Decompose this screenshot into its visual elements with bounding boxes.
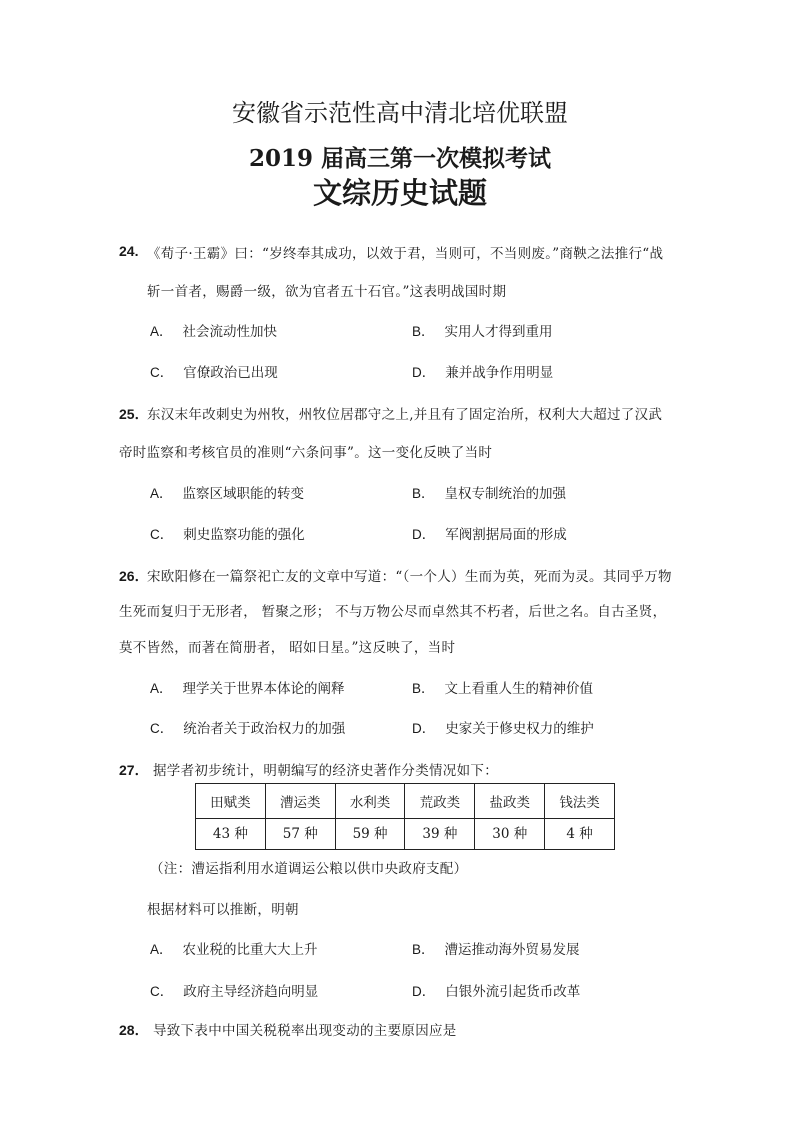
option-letter: A．: [150, 486, 173, 501]
option-text: 军阀割据局面的形成: [445, 527, 567, 543]
question-27-number: 27．: [119, 762, 149, 778]
question-26-text-line1: 宋欧阳修在一篇祭祀亡友的文章中写道：“（一个人）生而为英，死而为灵。其同乎万物: [147, 569, 672, 585]
question-25-option-c[interactable]: [150, 523, 305, 543]
option-text: 刺史监察功能的强化: [183, 527, 305, 543]
question-27-option-b[interactable]: [412, 938, 580, 958]
table-cell: 59 种: [335, 819, 405, 850]
exam-session-title: 2019 届高三第一次模拟考试: [248, 145, 552, 172]
option-text: 官僚政治已出现: [183, 365, 278, 381]
table-header-cell: 田赋类: [196, 784, 266, 819]
question-25-option-b[interactable]: [412, 482, 566, 502]
question-26-text-line3: 莫不皆然，而著在简册者， 昭如日星。”这反映了，当时: [119, 640, 456, 656]
question-24-option-a[interactable]: [150, 320, 277, 340]
question-25-option-a[interactable]: [150, 482, 304, 502]
option-letter: C．: [150, 365, 174, 380]
question-25-text-line1: 东汉末年改刺史为州牧，州牧位居郡守之上,并且有了固定治所，权利大大超过了汉武: [147, 407, 663, 423]
table-header-cell: 荒政类: [405, 784, 475, 819]
exam-alliance-title: 安徽省示范性高中清北培优联盟: [232, 99, 568, 127]
book-category-table: [195, 783, 615, 850]
option-letter: C．: [150, 984, 174, 999]
question-26-option-a[interactable]: [150, 677, 345, 697]
question-24-option-d[interactable]: [412, 361, 553, 381]
exam-subject-title: 文综历史试题: [312, 176, 487, 210]
book-category-table-wrapper: [195, 783, 617, 850]
question-25-text-line2: 帝时监察和考核官员的准则“六条问事”。这一变化反映了当时: [119, 445, 493, 461]
question-28-text-line1: 导致下表中中国关税税率出现变动的主要原因应是: [153, 1023, 457, 1039]
table-header-cell: 钱法类: [545, 784, 615, 819]
option-text: 实用人才得到重用: [444, 324, 553, 340]
question-27-option-a[interactable]: [150, 938, 318, 958]
option-text: 农业税的比重大大上升: [182, 942, 318, 958]
question-25-number: 25．: [119, 406, 149, 422]
question-27-text-line1: 据学者初步统计，明朝编写的经济史著作分类情况如下：: [153, 763, 498, 779]
table-header-cell: 漕运类: [265, 784, 335, 819]
question-25-option-d[interactable]: [412, 523, 567, 543]
option-letter: D．: [412, 721, 436, 736]
option-letter: C．: [150, 527, 174, 542]
option-letter: B．: [412, 681, 435, 696]
option-text: 统治者关于政治权力的加强: [183, 721, 346, 737]
option-text: 史家关于修史权力的维护: [445, 721, 594, 737]
option-text: 兼并战争作用明显: [445, 365, 554, 381]
option-letter: A．: [150, 324, 173, 339]
option-letter: C．: [150, 721, 174, 736]
question-24-option-c[interactable]: [150, 361, 278, 381]
option-letter: D．: [412, 527, 436, 542]
option-letter: A．: [150, 942, 173, 957]
table-header-cell: 水利类: [335, 784, 405, 819]
question-26-option-c[interactable]: [150, 717, 345, 737]
question-28-number: 28．: [119, 1022, 149, 1038]
option-text: 漕运推动海外贸易发展: [444, 942, 580, 958]
option-text: 政府主导经济趋向明显: [183, 984, 319, 1000]
question-27-option-c[interactable]: [150, 980, 318, 1000]
question-24-number: 24.: [119, 243, 139, 259]
table-cell: 43 种: [196, 819, 266, 850]
table-row: [196, 819, 615, 850]
question-26-option-b[interactable]: [412, 677, 593, 697]
option-letter: B．: [412, 486, 435, 501]
option-text: 皇权专制统治的加强: [444, 486, 567, 502]
option-text: 监察区域职能的转变: [182, 486, 305, 502]
question-26-text-line2: 生死而复归于无形者， 暂聚之形； 不与万物公尽而卓然其不朽者，后世之名。自古圣贤，: [119, 604, 667, 620]
table-cell: 30 种: [475, 819, 545, 850]
table-header-cell: 盐政类: [475, 784, 545, 819]
option-text: 社会流动性加快: [182, 324, 278, 340]
option-letter: B．: [412, 942, 435, 957]
option-text: 文上看重人生的精神价值: [444, 681, 594, 697]
question-27-note: （注：漕运指利用水道调运公粮以供巾央政府支配）: [150, 861, 468, 877]
question-24-text-line1: 《荀子·王霸》曰：“岁终奉其成功，以效于君，当则可，不当则废。”商鞅之法推行“战: [147, 246, 664, 262]
table-cell: 4 种: [545, 819, 615, 850]
question-27-lead: 根据材料可以推断，明朝: [147, 902, 299, 918]
question-26-option-d[interactable]: [412, 717, 594, 737]
option-letter: D．: [412, 365, 436, 380]
table-header-row: [196, 784, 615, 819]
table-cell: 57 种: [265, 819, 335, 850]
table-cell: 39 种: [405, 819, 475, 850]
option-text: 白银外流引起货币改革: [445, 984, 581, 1000]
question-26-number: 26．: [119, 568, 149, 584]
option-letter: B．: [412, 324, 435, 339]
question-24-text-line2: 斩一首者，赐爵一级，欲为官者五十石官。”这表明战国时期: [147, 284, 507, 300]
option-letter: D．: [412, 984, 436, 999]
option-text: 理学关于世界本体论的阐释: [182, 681, 345, 697]
question-27-option-d[interactable]: [412, 980, 580, 1000]
option-letter: A．: [150, 681, 173, 696]
question-24-option-b[interactable]: [412, 320, 553, 340]
